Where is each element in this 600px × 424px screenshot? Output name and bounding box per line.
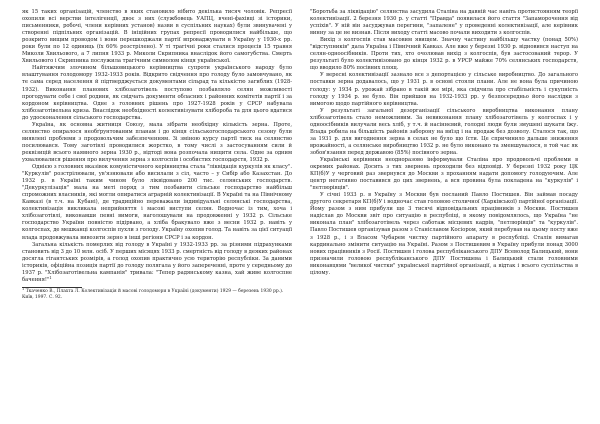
right-paragraph: У вересні колективізації зазнало все з депортацією у сільське виробництво. До загального поставки зерна додавалось, що у 1931 р. в основі стояли плани. Але не вона була причиною голоду: у 1934 р. урожай зібрано в такій же мірі, яка свідчила про стабільність і сукупність голоду у 1934 р. не було. Він прийшов на 1932-1933 рр. у безпосередньо його наслідки з вимогою щодо партійного керівництва. bbox=[310, 72, 578, 107]
left-paragraph: як 15 таких організацій, членство в яких становило нібито декілька тисяч чоловік. Репресії охопили всі верстви інтелігенції, двоє з них (службовець УАПЦ, вчені-фахівці зі історики, письменники, робочі, члени керівних установ) назви в суспільних науках) були звинувачені у створенні підпільних організацій. В ініційних групах репресії проводилися найбільше, що розкрито вищим проводом і вони перешкоджали партії впроваджувати в Україну у 1930-х рр. роки були по 12 одиниць (їх 60% розстрілено). У ті трагічні роки сталися процесів 15 травня Миколи Хвильового, а 7 липня 1933 р. Миколи Скрипника внаслідок його самогубства. Смерть Хвильового і Скрипника послужила трагічним символом кінця української. bbox=[22, 9, 292, 65]
right-page-body bbox=[310, 9, 578, 277]
left-paragraph: Найтяжчим злочином більшовицького керівництва супроти українського народу було влаштування голодомору 1932-1933 років. Відкрито свідчення про голоду було замовчувано, як те сама серед населення й підтверджується документами сільрад та кількістю загиблих (1928-1932). Виконання планових хлібозаготівель поступово позбавляло селян можливості прогодувати себе і свої родини, як свідчать документи обласних і районних комітетів партії і за кордоном керівництва. Одне з головних рішень про 1927-1928 років у СРСР набувала хлібозаготівельна криза. Внаслідок необхідності колективізувати хлібороба та для цього вдатися до удосконалення сільського господарства. bbox=[22, 65, 292, 121]
right-paragraph: У січні 1933 р. в Україну з Москви був посланий Павло Постишев. Він займав посаду другого секретаря КП(б)У і водночас став головою столичної (Харківської) партійної організації. Йому разом з ним прибули ще 3 тисячі відповідальних працівників з Москви. Постишев надіслав до Москви звіт про ситуацію в республіці, в якому повідомлялось, що Україна "не виконала план" хлібозаготівель через саботаж місцевих кадрів, "петлюрівців" та "куркулів". Павло Постишев організував разом з Станіславом Косіором, який перебував на цьому посту вже з 1928 р., і з Власом Чубарем чистку партійного апарату в республіці. Сталін вимагав кардинально змінити ситуацію на Україні. Разом з Постишевим в Україну прибули понад 3000 нових працівників з Росії. Постишев і голова республіканського ДПУ Всеволод Балицький, вони призначили головою республіканського ДПУ Постишева і Балицький стали головними виконавцями "великої чистки" української партійної організації, а відтак і всього суспільства в цілому. bbox=[310, 192, 578, 276]
right-paragraph: Вихід з колгоспів став масовим явищем. Значну частину найбільшу частку (понад 50%) "відступників" дала Україна і Північний Кавказ. Але вже у березні 1930 р. відновився наступ на селян-одноосібників. Проти тих, хто очолював вихід з колгоспів, був застосований терор. У результаті було колективізовано до кінця 1932 р. в УРСР майже 70% селянських господарств, що вводило 80% посівних площ. bbox=[310, 37, 578, 72]
left-page-body bbox=[22, 9, 292, 284]
footnote-marker: 1 bbox=[22, 287, 25, 292]
left-paragraph-with-note bbox=[22, 242, 292, 284]
footnote-reference: 1 bbox=[49, 275, 52, 280]
right-paragraph: "Боротьба за ліквідацію" селянства засудила Сталіна на давній час навіть протистоянням теорії колективізації. 2 березня 1930 р. у статті "Правда" появилася його стаття "Запаморочення від успіхів". У ній він засуджував перегини, "запалене" у проведенні колективізації, але керівник винну за це не визнав. Після виходу статті масово почали виходити з колгоспів. bbox=[310, 9, 578, 37]
left-paragraph: Однією з головних вказівок комуністичного керівництва стала "ліквідація куркулів як класу". "Куркулів" розстрілювали, ув'язнювали або висилали з сіл, часто – у Сибір або Казахстан. До 1932 р. в Україні таким чином було ліквідовано 200 тис. селянських господарств. "Декуркулізація" мала на меті поряд з тим позбавити сільське господарство найбільш спроможних власників, які могли опиратися аграрній колективізації. В Україні та на Північному Кавказі (в т.ч. на Кубані), де традиційно переважали індивідуальні селянські господарства, колективізація викликала неприйняття і масові виступи селян. Водночас із тим, хоча і хлібозаготівлі, виконавши певні вимоги, наголошували на продовженні у 1932 р. Сільське господарство України повністю підірвано, а хліба бракувало вже з весни 1932 р. навіть у колгоспах, де мешканці колгоспів пухли з голоду. Україну охопив голод. Та навіть за цієї ситуації влада продовжувала вивозити зерно в інші регіони СРСР і за кордон. bbox=[22, 164, 292, 241]
footnote bbox=[22, 289, 292, 300]
footnote-line bbox=[22, 289, 292, 300]
footnote-text: Ткаченко В., Плахта Л. Колективізація й масові голодомори в Україні (документи) 1929 — березень 1930 рр.). Київ, 1997. С. 92. bbox=[22, 289, 284, 300]
left-paragraph: Україна, як основна житниця Союзу, мала зібрати необхідну кількість зерна. Проте, селянство опиралося необґрунтованим планам і до кінця сільськогосподарського сезону були виявлені проблеми з продовольчим забезпеченням. Зі зміною курсу партії тиск на селянство посилювався. Тому заготівлі проводилися жорстко, в тому числі з застосуванням сили й реквізицій всього наявного зерна 1930 р., відтоді вона розпочала нищити села. Одне за одним ухвалювалися рішення про вилучення зерна з колгоспів і особистих господарств, 1932 р. bbox=[22, 121, 292, 163]
footnote-divider bbox=[22, 287, 82, 288]
right-paragraph: У результаті загальної дезорганізації сільського виробництва виконання плану хлібозаготівель стало неможливим. За невиконання плану хлібозаготівель у колгоспах і у одноосібників вилучали весь хліб, у т.ч. й насіннєвий, голодні люди були змушені шукати їжу. Влада робила на більшість районів заборону на виїзд і на продаж без дозволу. Сталося так, що за 1931 р. для вигоднення зерна в селах не було що їсти. Це спричинило дальше зниження врожайності, а селянське виробництво 1932 р. не було виконано та зменшувалося, в той час як зобов'язання перед державою (85%) посівного зерна. bbox=[310, 107, 578, 156]
right-paragraph: Українські керівники неодноразово інформували Сталіна про продовольчі проблеми в окремих районах. Досить з тих звернень проходили без відповіді. У березні 1932 року ЦК КП(б)У у черговий раз звернувся до Москви з проханням надати допомогу голодуючим. Але центр негативно поставився до цих звернень, а вся провина була покладена на "куркулів" і "петлюрівців". bbox=[310, 156, 578, 192]
left-paragraph: Загальна кількість померлих від голоду в Україні у 1932-1933 рр. за різними підрахунками становить від 3 до 10 млн. осіб. У перших місяцях 1933 р. смертність від голоду в деяких районах досягла гігантських розмірів, а голод охопив практично усю територію республіки. За даними істориків, офіційна позиція партії до голоду полягала у його запереченні, проте у середньому до 1937 р. "Хлібозаготівельна кампанія" тривала: "Тепер радянському казна, хай живе колгоспне бачення!" bbox=[22, 241, 292, 283]
right-page bbox=[300, 0, 600, 424]
